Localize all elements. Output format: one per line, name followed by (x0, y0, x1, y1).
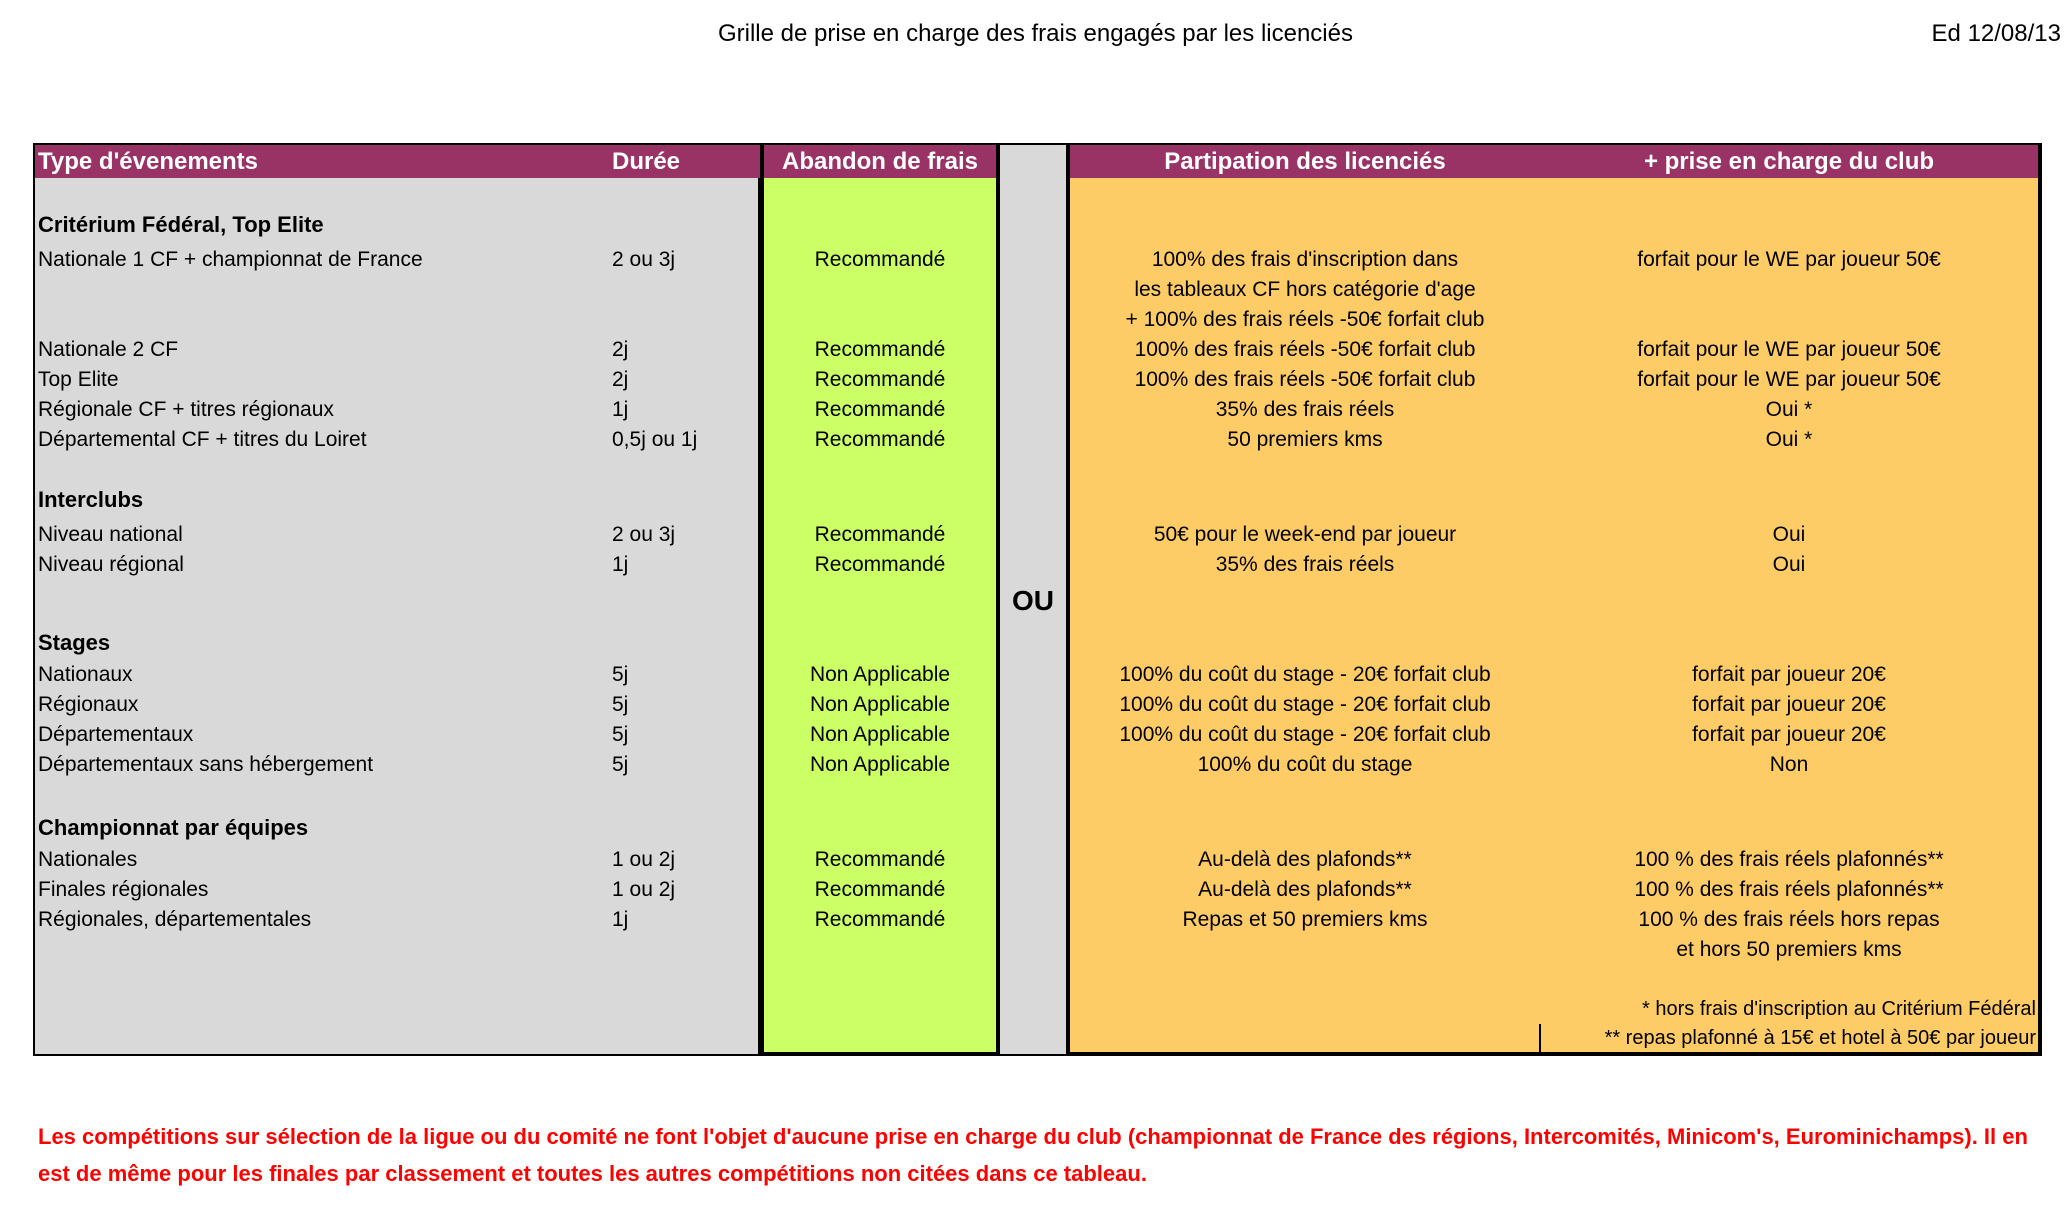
row-club: 100 % des frais réels plafonnés** (1634, 878, 1944, 901)
row-duree: 1 ou 2j (612, 878, 676, 901)
section-title: Championnat par équipes (38, 815, 309, 840)
row-club: Oui (1772, 523, 1806, 546)
row-duree: 2j (612, 368, 629, 391)
row-participation: 100% du coût du stage (1197, 753, 1413, 776)
header-club: + prise en charge du club (1643, 148, 1935, 175)
row-participation: 50€ pour le week-end par joueur (1153, 523, 1457, 546)
row-participation: 100% des frais réels -50€ forfait club (1134, 338, 1476, 361)
row-abandon: Recommandé (814, 368, 946, 391)
row-type: Nationales (38, 848, 138, 871)
row-duree: 2 ou 3j (612, 523, 676, 546)
row-participation: 100% du coût du stage - 20€ forfait club (1119, 693, 1491, 716)
row-participation: 100% du coût du stage - 20€ forfait club (1119, 723, 1491, 746)
row-participation: les tableaux CF hors catégorie d'age (1134, 278, 1476, 301)
row-type: Nationaux (38, 663, 133, 686)
row-duree: 1 ou 2j (612, 848, 676, 871)
row-type: Départementaux (38, 723, 194, 746)
exclusion-note: Les compétitions sur sélection de la ligue ou du comité ne font l'objet d'aucune prise en charge du club (championnat de France des régions, Intercomités, Minicom's, Eurominichamps). Il en est de même pour les finales par classement et toutes les autres compétitions non citées dans ce tableau. (38, 1124, 2028, 1186)
row-participation: 35% des frais réels (1215, 398, 1395, 421)
ou-label: OU (1012, 585, 1054, 616)
row-club: Oui * (1765, 428, 1813, 451)
section-title: Critérium Fédéral, Top Elite (38, 212, 324, 237)
row-abandon: Recommandé (814, 428, 946, 451)
row-abandon: Recommandé (814, 848, 946, 871)
row-duree: 1j (612, 398, 629, 421)
row-duree: 2 ou 3j (612, 248, 676, 271)
footnote-double-star: ** repas plafonné à 15€ et hotel à 50€ par joueur (1604, 1027, 2036, 1049)
row-participation: 50 premiers kms (1227, 428, 1383, 451)
row-participation: 100% des frais réels -50€ forfait club (1134, 368, 1476, 391)
row-type: Régionale CF + titres régionaux (38, 398, 334, 421)
row-participation: 100% du coût du stage - 20€ forfait club (1119, 663, 1491, 686)
row-participation: Repas et 50 premiers kms (1182, 908, 1428, 931)
row-club: forfait par joueur 20€ (1692, 693, 1886, 716)
header-participation: Partipation des licenciés (1164, 148, 1446, 175)
row-duree: 1j (612, 908, 629, 931)
footnote-star: * hors frais d'inscription au Critérium Fédéral (1642, 998, 2036, 1020)
row-club: Oui (1772, 553, 1806, 576)
row-abandon: Non Applicable (809, 663, 951, 686)
row-club: forfait par joueur 20€ (1692, 663, 1886, 686)
footnote-divider (1539, 1024, 1541, 1054)
row-duree: 5j (612, 723, 629, 746)
row-type: Nationale 2 CF (38, 338, 179, 361)
row-abandon: Recommandé (814, 878, 946, 901)
row-participation: Au-delà des plafonds** (1198, 878, 1412, 901)
row-duree: 5j (612, 663, 629, 686)
row-type: Nationale 1 CF + championnat de France (38, 248, 423, 271)
row-club: Oui * (1765, 398, 1813, 421)
row-abandon: Non Applicable (809, 753, 951, 776)
row-participation: 100% des frais d'inscription dans (1151, 248, 1459, 271)
row-abandon: Recommandé (814, 248, 946, 271)
row-club: forfait pour le WE par joueur 50€ (1637, 368, 1941, 391)
row-club: 100 % des frais réels plafonnés** (1634, 848, 1944, 871)
page-title: Grille de prise en charge des frais engagés par les licenciés (717, 20, 1353, 47)
row-type: Finales régionales (38, 878, 209, 901)
row-duree: 0,5j ou 1j (612, 428, 698, 451)
row-duree: 2j (612, 338, 629, 361)
row-abandon: Recommandé (814, 523, 946, 546)
row-club: forfait pour le WE par joueur 50€ (1637, 338, 1941, 361)
row-abandon: Recommandé (814, 398, 946, 421)
row-club: et hors 50 premiers kms (1676, 938, 1902, 961)
header-duree: Durée (612, 148, 681, 175)
row-abandon: Recommandé (814, 908, 946, 931)
row-type: Départemental CF + titres du Loiret (38, 428, 367, 451)
header-abandon: Abandon de frais (781, 148, 979, 175)
row-participation: 35% des frais réels (1215, 553, 1395, 576)
row-type: Niveau national (38, 523, 183, 546)
row-abandon: Non Applicable (809, 693, 951, 716)
row-type: Départementaux sans hébergement (38, 753, 374, 776)
row-club: forfait par joueur 20€ (1692, 723, 1886, 746)
row-type: Régionaux (38, 693, 139, 716)
row-club: 100 % des frais réels hors repas (1638, 908, 1940, 931)
row-participation: Au-delà des plafonds** (1198, 848, 1412, 871)
row-abandon: Non Applicable (809, 723, 951, 746)
row-type: Top Elite (38, 368, 119, 391)
row-duree: 5j (612, 693, 629, 716)
header-type: Type d'évenements (38, 148, 259, 175)
row-type: Régionales, départementales (38, 908, 312, 931)
row-type: Niveau régional (38, 553, 184, 576)
row-duree: 5j (612, 753, 629, 776)
row-club: forfait pour le WE par joueur 50€ (1637, 248, 1941, 271)
edition-date: Ed 12/08/13 (1931, 20, 2061, 47)
row-abandon: Recommandé (814, 553, 946, 576)
row-club: Non (1769, 753, 1809, 776)
row-participation: + 100% des frais réels -50€ forfait club (1125, 308, 1485, 331)
row-duree: 1j (612, 553, 629, 576)
row-abandon: Recommandé (814, 338, 946, 361)
section-title: Stages (38, 630, 111, 655)
section-title: Interclubs (38, 487, 144, 512)
